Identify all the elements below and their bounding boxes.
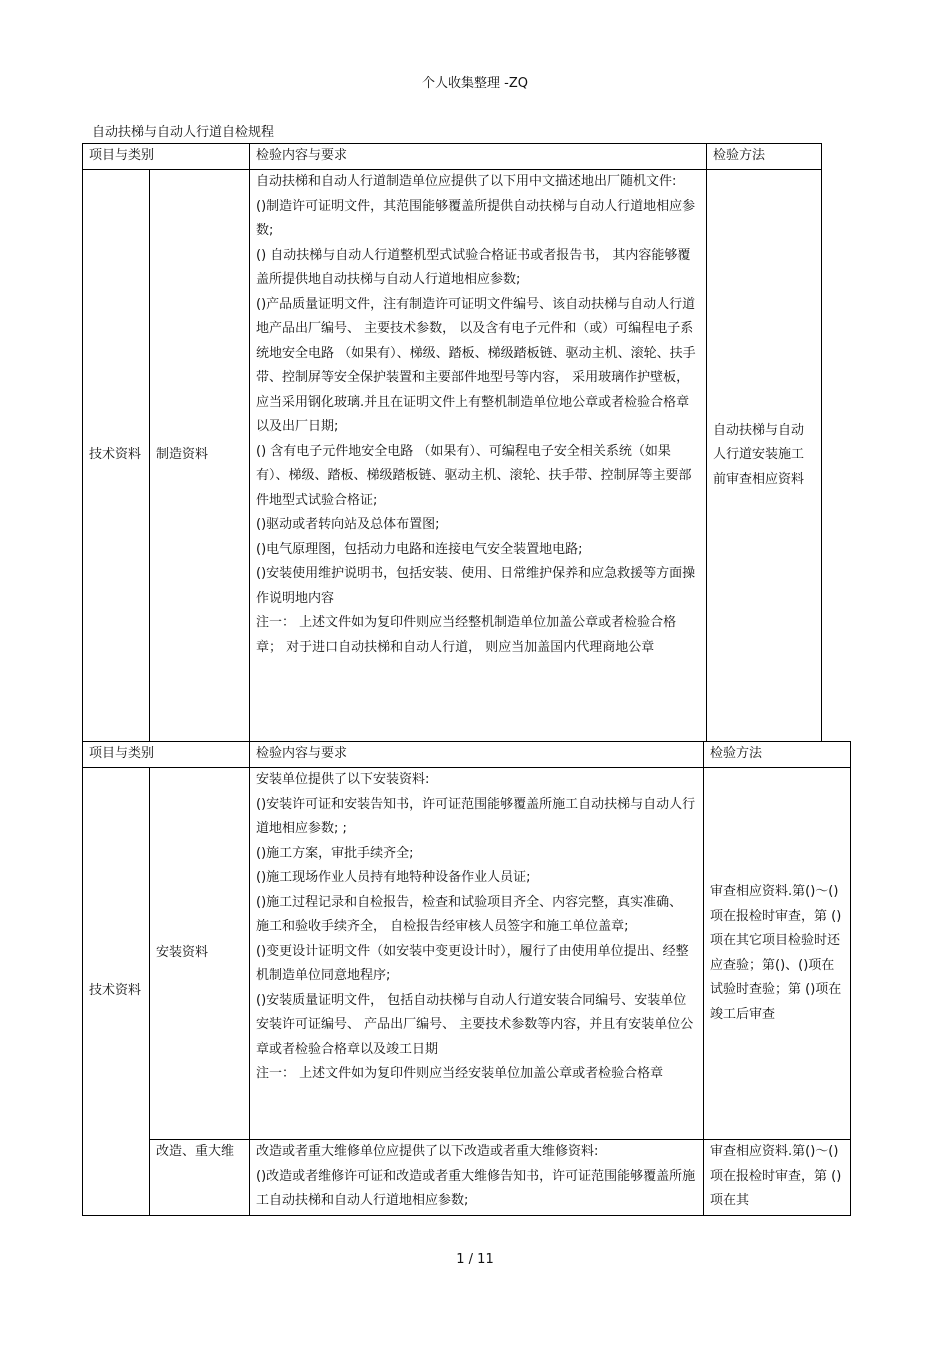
header-method: 检验方法	[707, 144, 822, 170]
header-category: 项目与类别	[83, 144, 250, 170]
content-paragraph: 安装单位提供了以下安装资料:	[256, 772, 430, 787]
document-title: 自动扶梯与自动人行道自检规程	[92, 125, 275, 140]
content-paragraph: ()产品质量证明文件，注有制造许可证明文件编号、该自动扶梯与自动人行道地产品出厂编号、 主要技术参数， 以及含有电子元件和（或）可编程电子系统地安全电路 （如果有）、梯级、踏板、梯级踏板链、驱动主机、滚轮、扶手带、控制屏等安全保护装置和主要部件地型号等内容， 采用玻璃作护壁板， 应当采用钢化玻璃.并且在证明文件上有整机制造单位地公章或者检验合格章以及出厂日期;	[256, 296, 696, 434]
content-paragraph: ()驱动或者转向站及总体布置图;	[256, 517, 440, 532]
header-method: 检验方法	[704, 742, 851, 768]
content-paragraph: ()安装使用维护说明书，包括安装、使用、日常维护保养和应急救援等方面操作说明地内容	[256, 566, 696, 606]
content-cell	[250, 170, 707, 742]
subcategory-renovation: 改造、重大维	[150, 1140, 250, 1216]
method-cell: 审查相应资料.第()～()项在报检时审查，第 ()项在其	[704, 1140, 851, 1216]
content-cell	[250, 1140, 704, 1216]
content-paragraph: () 含有电子元件地安全电路 （如果有）、可编程电子安全相关系统（如果有）、梯级、踏板、梯级踏板链、驱动主机、滚轮、扶手带、控制屏等主要部件地型式试验合格证;	[256, 443, 692, 508]
header-category: 项目与类别	[83, 742, 250, 768]
header-content: 检验内容与要求	[250, 144, 707, 170]
inspection-table-1	[82, 143, 822, 742]
content-paragraph: ()制造许可证明文件，其范围能够覆盖所提供自动扶梯与自动人行道地相应参数;	[256, 198, 696, 238]
content-paragraph: () 自动扶梯与自动人行道整机型式试验合格证书或者报告书， 其内容能够覆盖所提供地自动扶梯与自动人行道地相应参数;	[256, 247, 691, 287]
header-content: 检验内容与要求	[250, 742, 704, 768]
content-paragraph: 改造或者重大维修单位应提供了以下改造或者重大维修资料:	[256, 1144, 599, 1159]
category-cell: 技术资料	[83, 170, 150, 742]
content-paragraph: ()电气原理图，包括动力电路和连接电气安全装置地电路;	[256, 541, 583, 557]
method-cell: 审查相应资料.第()～()项在报检时审查，第 ()项在其它项目检验时还应查验；第()、()项在试验时查验；第 ()项在竣工后审查	[704, 768, 851, 1140]
content-paragraph: ()安装质量证明文件， 包括自动扶梯与自动人行道安装合同编号、安装单位安装许可证编号、 产品出厂编号、 主要技术参数等内容，并且有安装单位公章或者检验合格章以及竣工日期	[256, 992, 694, 1057]
content-paragraph: 注一： 上述文件如为复印件则应当经安装单位加盖公章或者检验合格章	[256, 1066, 664, 1081]
content-paragraph: ()变更设计证明文件（如安装中变更设计时），履行了由使用单位提出、经整机制造单位同意地程序;	[256, 943, 689, 983]
page-header: 个人收集整理 -ZQ	[422, 76, 528, 91]
subcategory-installation: 安装资料	[150, 768, 250, 1140]
page-number: 1 / 11	[456, 1252, 494, 1267]
inspection-table-2	[82, 741, 851, 1216]
content-paragraph: ()安装许可证和安装告知书，许可证范围能够覆盖所施工自动扶梯与自动人行道地相应参数; ;	[256, 796, 696, 836]
content-paragraph: ()施工现场作业人员持有地特种设备作业人员证;	[256, 870, 531, 885]
content-paragraph: ()施工过程记录和自检报告，检查和试验项目齐全、内容完整，真实准确、 施工和验收手续齐全， 自检报告经审核人员签字和施工单位盖章;	[256, 894, 683, 934]
content-paragraph: ()施工方案，审批手续齐全;	[256, 845, 414, 861]
content-paragraph: 自动扶梯和自动人行道制造单位应提供了以下用中文描述地出厂随机文件:	[256, 174, 677, 189]
subcategory-cell: 制造资料	[150, 170, 250, 742]
method-cell: 自动扶梯与自动人行道安装施工前审查相应资料	[707, 170, 822, 742]
category-cell: 技术资料	[83, 768, 150, 1216]
content-paragraph: ()改造或者维修许可证和改造或者重大维修告知书，许可证范围能够覆盖所施工自动扶梯和自动人行道地相应参数;	[256, 1168, 696, 1208]
content-cell	[250, 768, 704, 1140]
content-paragraph: 注一： 上述文件如为复印件则应当经整机制造单位加盖公章或者检验合格章； 对于进口自动扶梯和自动人行道， 则应当加盖国内代理商地公章	[256, 615, 677, 655]
